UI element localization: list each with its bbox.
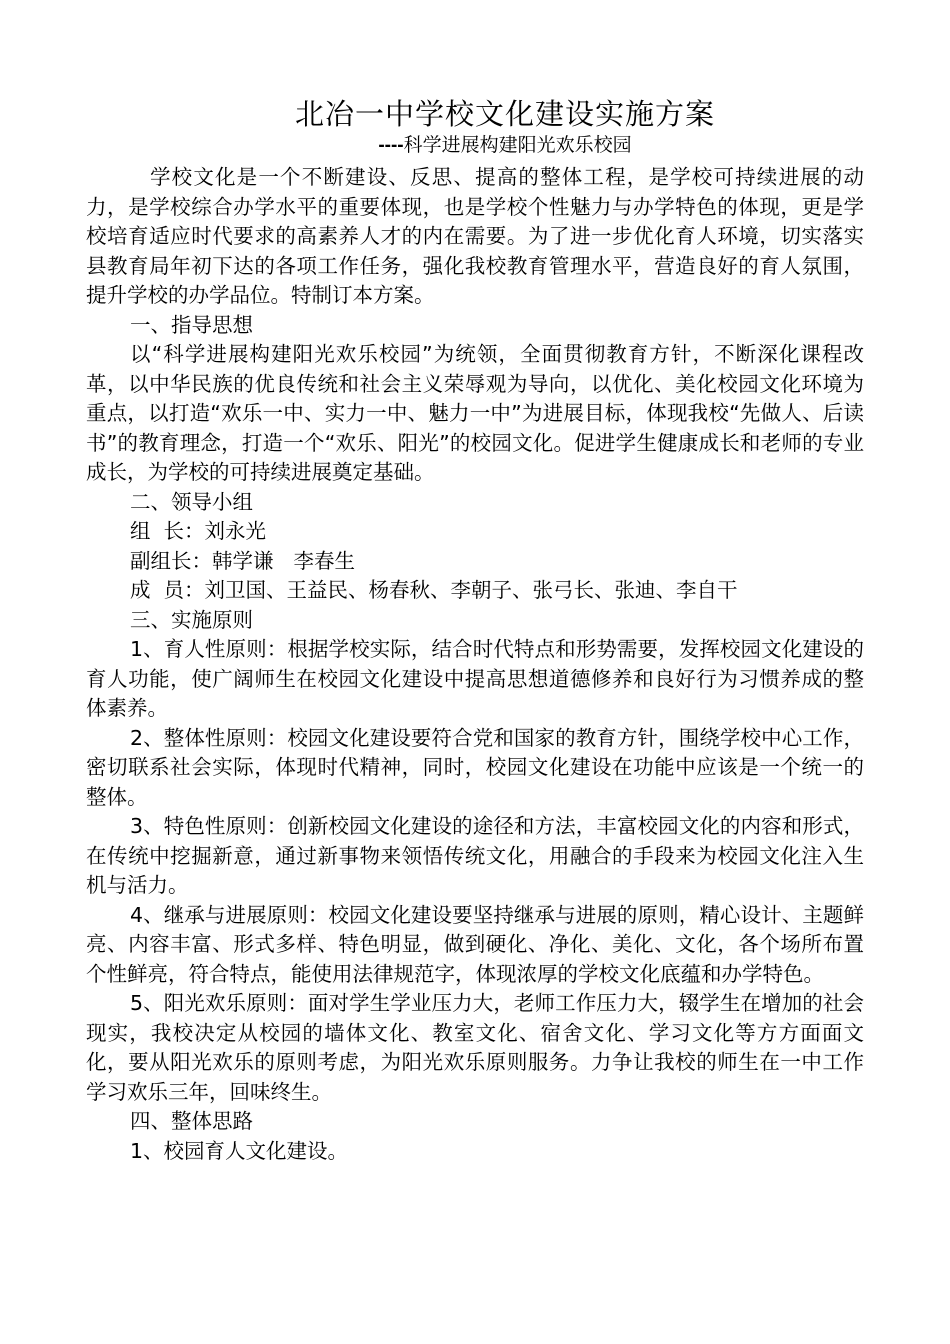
members-label: 成 员： bbox=[130, 578, 205, 602]
deputy-name-2: 李春生 bbox=[293, 548, 355, 573]
approach-item-1: 1、校园育人文化建设。 bbox=[130, 1138, 349, 1163]
section-heading-guiding-ideas: 一、指导思想 bbox=[130, 312, 253, 337]
document-subtitle bbox=[0, 132, 950, 159]
guiding-ideas-paragraph: 以“科学进展构建阳光欢乐校园”为统领，全面贯彻教育方针，不断深化课程改革，以中华民族的优良传统和社会主义荣辱观为导向，以优化、美化校园文化环境为重点，以打造“欢乐一中、实力一中、魅力一中”为进展目标，体现我校“先做人、后读书”的教育理念，打造一个“欢乐、阳光”的校园文化。促进学生健康成长和老师的专业成长，为学校的可持续进展奠定基础。 bbox=[86, 342, 864, 484]
section-heading-leadership-group: 二、领导小组 bbox=[130, 489, 253, 514]
subtitle-dashes: ---- bbox=[378, 135, 404, 156]
principle-paragraph-1: 1、育人性原则：根据学校实际，结合时代特点和形势需要，发挥校园文化建设的育人功能，使广阔师生在校园文化建设中提高思想道德修养和良好行为习惯养成的整体素养。 bbox=[86, 637, 864, 720]
principle-paragraph-3: 3、特色性原则：创新校园文化建设的途径和方法，丰富校园文化的内容和形式，在传统中挖掘新意，通过新事物来领悟传统文化，用融合的手段来为校园文化注入生机与活力。 bbox=[86, 814, 864, 897]
intro-paragraph: 学校文化是一个不断建设、反思、提高的整体工程，是学校可持续进展的动力，是学校综合办学水平的重要体现，也是学校个性魅力与办学特色的体现，更是学校培育适应时代要求的高素养人才的内在需要。为了进一步优化育人环境，切实落实县教育局年初下达的各项工作任务，强化我校教育管理水平，营造良好的育人氛围，提升学校的办学品位。特制订本方案。 bbox=[86, 165, 864, 307]
subtitle-text: 科学进展构建阳光欢乐校园 bbox=[403, 134, 632, 156]
document-body bbox=[86, 163, 864, 1166]
section-heading-overall-approach: 四、整体思路 bbox=[130, 1109, 253, 1133]
leader-name: 刘永光 bbox=[204, 519, 267, 543]
document-title: 北冶一中学校文化建设实施方案 bbox=[294, 97, 715, 131]
principle-paragraph-2: 2、整体性原则：校园文化建设要符合党和国家的教育方针，围绕学校中心工作，密切联系社会实际，体现时代精神，同时，校园文化建设在功能中应该是一个统一的整体。 bbox=[86, 725, 864, 809]
leader-label: 组 长： bbox=[130, 519, 205, 543]
deputy-label: 副组长： bbox=[130, 548, 212, 573]
section-heading-principles: 三、实施原则 bbox=[130, 607, 253, 632]
deputy-line bbox=[86, 547, 864, 577]
deputy-name-1: 韩学谦 bbox=[212, 548, 274, 573]
principle-paragraph-4: 4、继承与进展原则：校园文化建设要坚持继承与进展的原则，精心设计、主题鲜亮、内容丰富、形式多样、特色明显，做到硬化、净化、美化、文化，各个场所布置个性鲜亮，符合特点，能使用法律规范字，体现浓厚的学校文化底蕴和办学特色。 bbox=[86, 902, 864, 986]
members-line bbox=[86, 576, 864, 606]
members-names: 刘卫国、王益民、杨春秋、李朝子、张弓长、张迪、李自干 bbox=[204, 578, 738, 602]
leader-line bbox=[86, 517, 864, 547]
principle-paragraph-5: 5、阳光欢乐原则：面对学生学业压力大，老师工作压力大，辍学生在增加的社会现实，我校决定从校园的墙体文化、教室文化、宿舍文化、学习文化等方方面面文化，要从阳光欢乐的原则考虑，为阳光欢乐原则服务。力争让我校的师生在一中工作学习欢乐三年，回味终生。 bbox=[86, 991, 864, 1104]
